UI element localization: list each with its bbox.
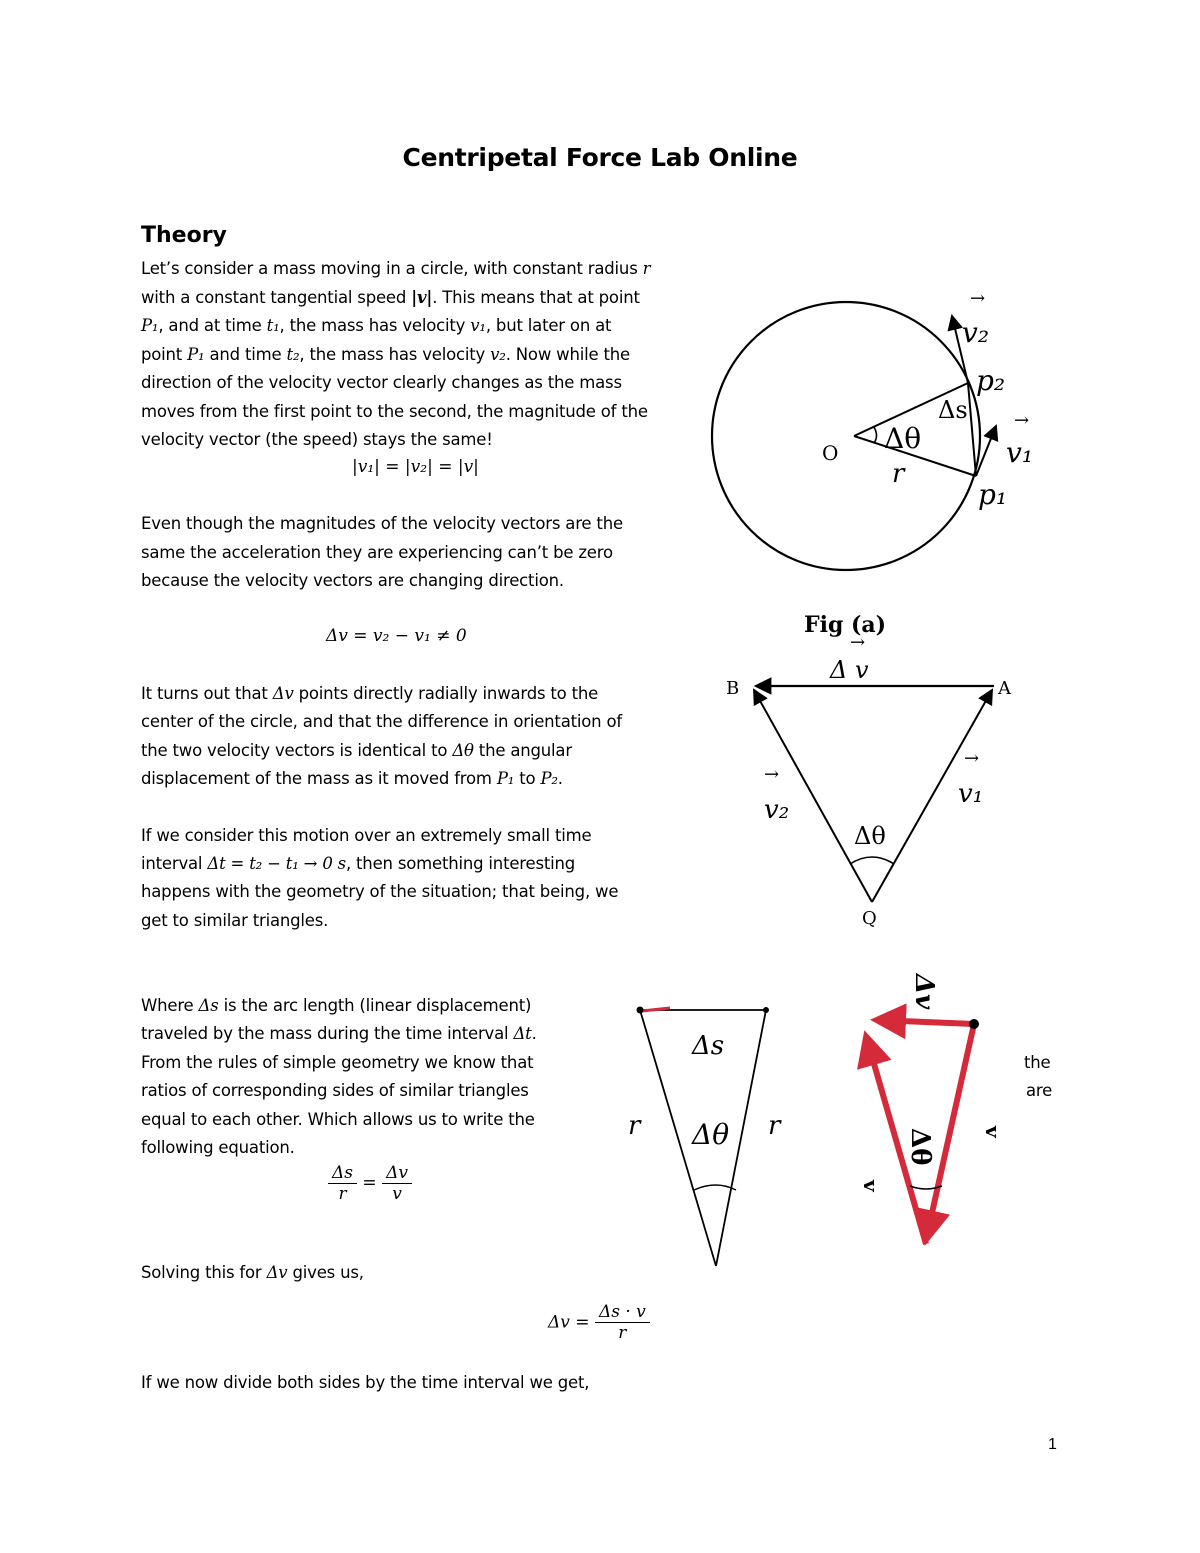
- text-line: traveled by the mass during the time interval Δt.: [141, 1024, 537, 1043]
- angle-arc: [694, 1185, 736, 1190]
- text-line: moves from the first point to the second, the magnitude of the: [141, 402, 648, 421]
- text-line: following equation.: [141, 1138, 295, 1157]
- text-line: get to similar triangles.: [141, 911, 329, 930]
- label-O: O: [822, 441, 839, 465]
- arrow-over-v2: →: [764, 764, 780, 785]
- label-ds: Δs: [692, 1031, 725, 1061]
- label-dtheta: Δθ: [905, 1128, 935, 1166]
- text-line: From the rules of simple geometry we know that: [141, 1053, 534, 1072]
- arrow-over-delta-v: →: [850, 632, 866, 653]
- text-line: direction of the velocity vector clearly changes as the mass: [141, 373, 622, 392]
- figure-displacement-triangle: [618, 1000, 798, 1275]
- equation-delta-v: Δv = v₂ − v₁ ≠ 0: [326, 626, 467, 646]
- label-v1: v₁: [1006, 436, 1034, 469]
- label-dtheta: Δθ: [854, 822, 886, 850]
- label-Q: Q: [862, 908, 877, 929]
- text-line-tail: the: [1024, 1053, 1051, 1072]
- vertex-dot: [969, 1019, 979, 1029]
- circle-path: [712, 302, 980, 570]
- figure-circle-velocity: [700, 280, 1060, 640]
- figure-velocity-triangle: [720, 628, 1040, 933]
- label-dtheta: Δθ: [884, 422, 922, 455]
- angle-arc: [874, 427, 877, 443]
- label-ds: Δs: [938, 396, 968, 424]
- text-line: P₁, and at time t₁, the mass has velocity v₁, but later on at: [141, 316, 612, 335]
- text-line: If we consider this motion over an extremely small time: [141, 826, 592, 845]
- vector-delta-v-red: [876, 1020, 974, 1024]
- arrow-over-v1: →: [1014, 410, 1030, 431]
- label-dtheta: Δθ: [692, 1118, 730, 1151]
- text-line: ratios of corresponding sides of similar triangles: [141, 1081, 529, 1100]
- label-r-right: r: [768, 1111, 781, 1141]
- arrow-over-v2: →: [970, 288, 986, 309]
- angle-arc: [850, 857, 894, 864]
- text-line: Even though the magnitudes of the velocity vectors are the: [141, 514, 623, 533]
- equation-ratio: $\frac{\Delta s}{r}$ = $\frac{\Delta v}{v}$: [328, 1163, 412, 1204]
- text-line: happens with the geometry of the situation; that being, we: [141, 882, 619, 901]
- label-B: B: [726, 678, 740, 699]
- text-line: Where Δs is the arc length (linear displacement): [141, 996, 532, 1015]
- label-r: r: [892, 459, 905, 489]
- label-p1: p₁: [978, 478, 1008, 511]
- arrow-over-v1: →: [964, 748, 980, 769]
- text-line: If we now divide both sides by the time interval we get,: [141, 1373, 590, 1392]
- text-line: same the acceleration they are experiencing can’t be zero: [141, 543, 613, 562]
- text-line: It turns out that Δv points directly radially inwards to the: [141, 684, 599, 703]
- endpoint-left: [637, 1007, 644, 1014]
- label-A: A: [998, 678, 1011, 699]
- label-delta-v: Δ v: [830, 656, 869, 684]
- equation-solved-delta-v: Δv = $\frac{\Delta s \cdot v}{r}$: [548, 1302, 650, 1343]
- text-line: center of the circle, and that the difference in orientation of: [141, 712, 622, 731]
- page-title: Centripetal Force Lab Online: [402, 143, 798, 172]
- section-heading-theory: Theory: [141, 223, 227, 248]
- text-line: with a constant tangential speed |v|. This means that at point: [141, 288, 640, 307]
- endpoint-right: [763, 1007, 769, 1013]
- text-line-tail: are: [1026, 1081, 1053, 1100]
- label-v1: v₁: [958, 779, 984, 809]
- text-line: displacement of the mass as it moved from P₁ to P₂.: [141, 769, 563, 788]
- text-line: the two velocity vectors is identical to Δθ the angular: [141, 741, 572, 760]
- page-number: 1: [1048, 1436, 1057, 1453]
- text-line: velocity vector (the speed) stays the same!: [141, 430, 493, 449]
- label-v-left: v: [859, 1180, 883, 1192]
- equation-speed-magnitudes: |v₁| = |v₂| = |v|: [352, 457, 479, 477]
- label-r-left: r: [628, 1111, 641, 1141]
- figure-caption: Fig (a): [804, 612, 887, 638]
- text-line: Solving this for Δv gives us,: [141, 1263, 364, 1282]
- label-p2: p₂: [976, 364, 1006, 397]
- figure-red-velocity-triangle: [846, 960, 1016, 1275]
- text-line: point P₁ and time t₂, the mass has velocity v₂. Now while the: [141, 345, 630, 364]
- text-line: equal to each other. Which allows us to write the: [141, 1110, 535, 1129]
- label-delta-v: Δv: [909, 974, 939, 1010]
- text-line: because the velocity vectors are changing direction.: [141, 571, 564, 590]
- label-v-right: v: [981, 1126, 1005, 1138]
- label-v2: v₂: [764, 795, 790, 825]
- text-line: interval Δt = t₂ − t₁ → 0 s, then something interesting: [141, 854, 576, 873]
- text-line: Let’s consider a mass moving in a circle, with constant radius r: [141, 259, 651, 278]
- label-v2: v₂: [962, 316, 990, 349]
